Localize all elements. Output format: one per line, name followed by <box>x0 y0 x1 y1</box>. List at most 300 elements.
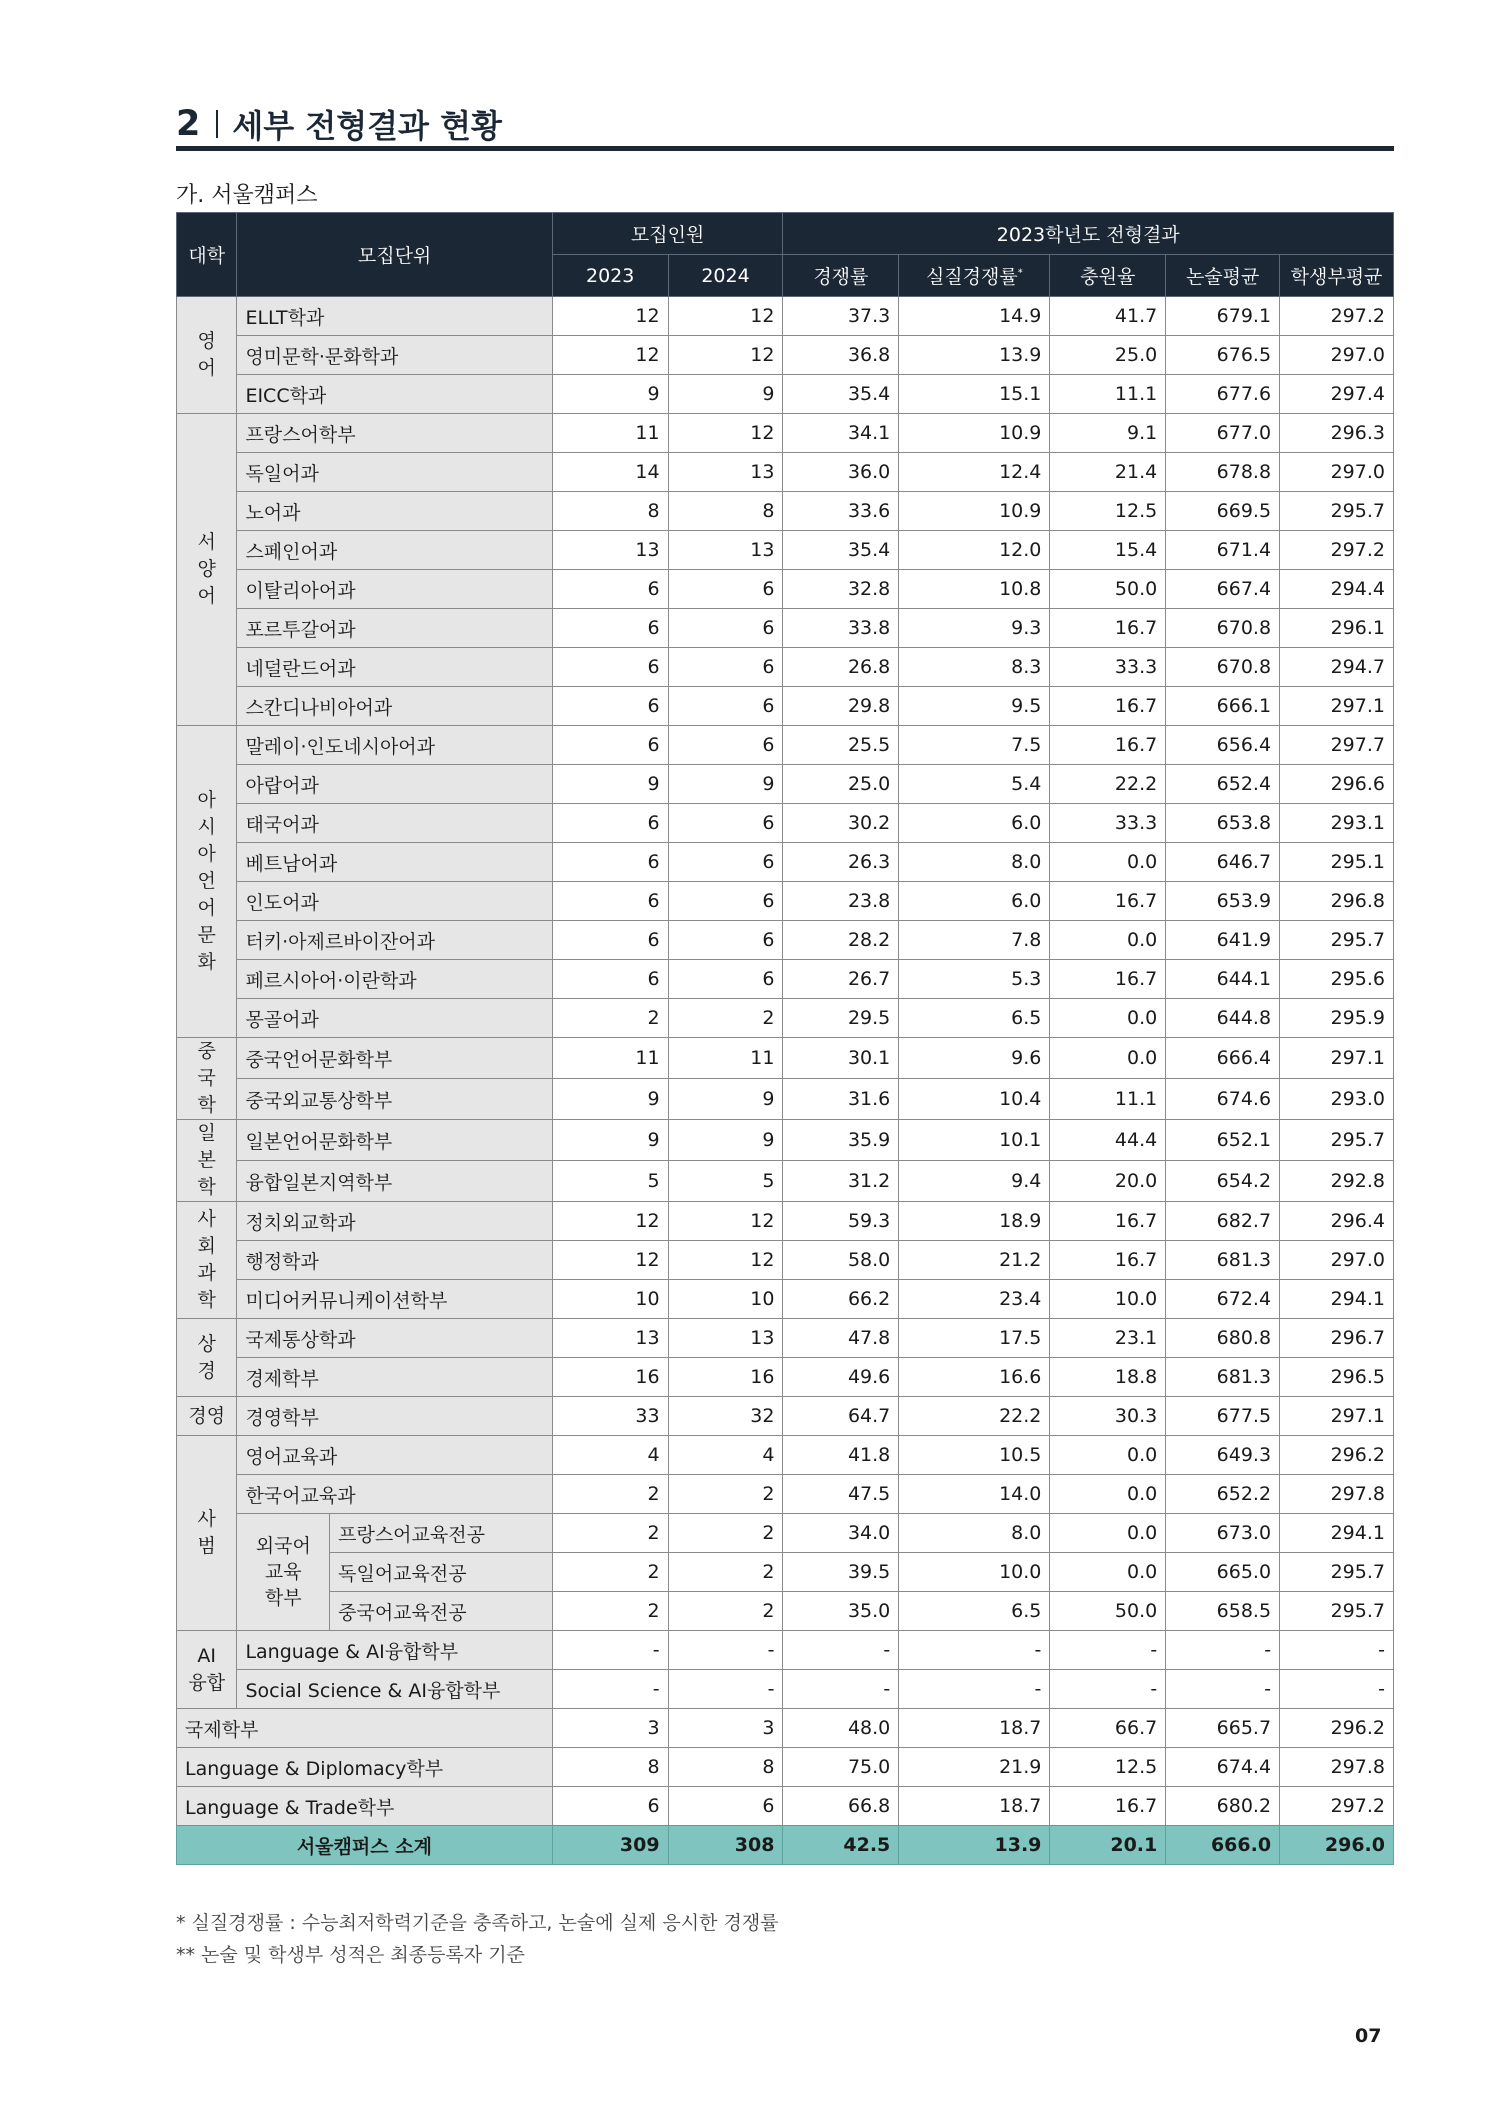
value-real: 10.4 <box>899 1079 1050 1120</box>
unit-cell: 몽골어과 <box>237 999 552 1038</box>
value-refill: - <box>1050 1631 1166 1670</box>
unit-cell: 베트남어과 <box>237 843 552 882</box>
value-q24: 2 <box>668 999 783 1038</box>
table-row <box>177 1748 1394 1787</box>
value-comp: 29.8 <box>783 687 899 726</box>
value-real: 10.9 <box>899 414 1050 453</box>
value-comp: 35.4 <box>783 531 899 570</box>
value-comp: 34.1 <box>783 414 899 453</box>
value-q23: 2 <box>552 1592 668 1631</box>
value-q24: 13 <box>668 1319 783 1358</box>
unit-cell: 페르시아어·이란학과 <box>237 960 552 999</box>
unit-cell: 노어과 <box>237 492 552 531</box>
table-row <box>177 570 1394 609</box>
header-record-avg: 학생부평균 <box>1280 255 1394 297</box>
value-comp: 33.8 <box>783 609 899 648</box>
table-row <box>177 648 1394 687</box>
total-label: 서울캠퍼스 소계 <box>177 1826 553 1865</box>
unit-cell: 중국외교통상학부 <box>237 1079 552 1120</box>
table-row <box>177 1038 1394 1079</box>
value-record: 294.1 <box>1280 1280 1394 1319</box>
value-comp: 37.3 <box>783 297 899 336</box>
value-record: 297.1 <box>1280 687 1394 726</box>
value-refill: 33.3 <box>1050 648 1166 687</box>
edu-group-cell: 외국어 교육 학부 <box>237 1514 330 1631</box>
table-row <box>177 1241 1394 1280</box>
value-essay: 677.6 <box>1166 375 1280 414</box>
value-real: 21.9 <box>899 1748 1050 1787</box>
value-refill: 11.1 <box>1050 1079 1166 1120</box>
value-comp: 26.7 <box>783 960 899 999</box>
value-real: 8.0 <box>899 843 1050 882</box>
unit-cell: 한국어교육과 <box>237 1475 552 1514</box>
value-record: 296.3 <box>1280 414 1394 453</box>
unit-cell: Language & Diplomacy학부 <box>177 1748 553 1787</box>
value-comp: 35.4 <box>783 375 899 414</box>
value-essay: 677.5 <box>1166 1397 1280 1436</box>
value-q24: 6 <box>668 843 783 882</box>
unit-cell: 경제학부 <box>237 1358 552 1397</box>
value-essay: 656.4 <box>1166 726 1280 765</box>
value-refill: 30.3 <box>1050 1397 1166 1436</box>
value-q23: 12 <box>552 336 668 375</box>
value-real: 10.5 <box>899 1436 1050 1475</box>
value-q23: 4 <box>552 1436 668 1475</box>
value-record: - <box>1280 1670 1394 1709</box>
table-row <box>177 609 1394 648</box>
value-real: 6.5 <box>899 1592 1050 1631</box>
value-q23: - <box>552 1631 668 1670</box>
total-q24: 308 <box>668 1826 783 1865</box>
value-essay: 677.0 <box>1166 414 1280 453</box>
header-real-competition: 실질경쟁률* <box>899 255 1050 297</box>
value-refill: 16.7 <box>1050 1241 1166 1280</box>
value-refill: 16.7 <box>1050 687 1166 726</box>
value-comp: 64.7 <box>783 1397 899 1436</box>
results-table <box>176 212 1394 1865</box>
value-refill: 66.7 <box>1050 1709 1166 1748</box>
value-q24: 4 <box>668 1436 783 1475</box>
table-row <box>177 1514 1394 1553</box>
value-refill: 16.7 <box>1050 882 1166 921</box>
unit-cell: 융합일본지역학부 <box>237 1161 552 1202</box>
value-comp: 33.6 <box>783 492 899 531</box>
value-real: 12.0 <box>899 531 1050 570</box>
value-essay: 666.1 <box>1166 687 1280 726</box>
value-q24: 3 <box>668 1709 783 1748</box>
value-refill: 0.0 <box>1050 1553 1166 1592</box>
table-row <box>177 375 1394 414</box>
value-essay: 681.3 <box>1166 1241 1280 1280</box>
value-essay: 649.3 <box>1166 1436 1280 1475</box>
value-q24: 6 <box>668 960 783 999</box>
table-row <box>177 999 1394 1038</box>
unit-cell: Language & Trade학부 <box>177 1787 553 1826</box>
table-body <box>177 297 1394 1865</box>
table-row <box>177 1592 1394 1631</box>
unit-cell: 프랑스어학부 <box>237 414 552 453</box>
value-q23: 6 <box>552 726 668 765</box>
table-row <box>177 1202 1394 1241</box>
value-essay: 671.4 <box>1166 531 1280 570</box>
value-refill: 12.5 <box>1050 1748 1166 1787</box>
value-q24: 6 <box>668 726 783 765</box>
value-q23: 8 <box>552 1748 668 1787</box>
value-record: 295.7 <box>1280 921 1394 960</box>
value-record: 296.1 <box>1280 609 1394 648</box>
table-row <box>177 1079 1394 1120</box>
header-college: 대학 <box>177 213 237 297</box>
value-refill: 10.0 <box>1050 1280 1166 1319</box>
value-refill: 0.0 <box>1050 1436 1166 1475</box>
unit-cell: 말레이·인도네시아어과 <box>237 726 552 765</box>
value-refill: - <box>1050 1670 1166 1709</box>
value-refill: 25.0 <box>1050 336 1166 375</box>
value-record: 294.1 <box>1280 1514 1394 1553</box>
unit-cell: 터키·아제르바이잔어과 <box>237 921 552 960</box>
value-essay: 670.8 <box>1166 648 1280 687</box>
unit-cell: 인도어과 <box>237 882 552 921</box>
value-real: 6.0 <box>899 804 1050 843</box>
value-q24: 12 <box>668 336 783 375</box>
value-comp: 23.8 <box>783 882 899 921</box>
value-refill: 9.1 <box>1050 414 1166 453</box>
value-real: 14.9 <box>899 297 1050 336</box>
value-essay: 674.4 <box>1166 1748 1280 1787</box>
table-row <box>177 492 1394 531</box>
table-row <box>177 1709 1394 1748</box>
value-essay: 670.8 <box>1166 609 1280 648</box>
table-row <box>177 1631 1394 1670</box>
table-row <box>177 1553 1394 1592</box>
value-q24: 6 <box>668 921 783 960</box>
value-q23: 8 <box>552 492 668 531</box>
value-q23: 6 <box>552 609 668 648</box>
unit-cell: 국제학부 <box>177 1709 553 1748</box>
value-record: 296.6 <box>1280 765 1394 804</box>
value-essay: 658.5 <box>1166 1592 1280 1631</box>
value-q23: 6 <box>552 921 668 960</box>
college-cell: 아 시 아 언 어 문 화 <box>177 726 237 1038</box>
value-q24: 5 <box>668 1161 783 1202</box>
value-real: 7.5 <box>899 726 1050 765</box>
value-real: 8.0 <box>899 1514 1050 1553</box>
value-q24: 8 <box>668 1748 783 1787</box>
value-q23: 6 <box>552 1787 668 1826</box>
value-comp: 26.3 <box>783 843 899 882</box>
value-record: 297.1 <box>1280 1038 1394 1079</box>
value-q24: 12 <box>668 1202 783 1241</box>
unit-cell: 독일어교육전공 <box>330 1553 553 1592</box>
value-q24: 6 <box>668 804 783 843</box>
value-q23: 12 <box>552 1202 668 1241</box>
value-record: 296.8 <box>1280 882 1394 921</box>
value-record: 297.0 <box>1280 453 1394 492</box>
value-q23: 2 <box>552 1514 668 1553</box>
value-q23: 13 <box>552 1319 668 1358</box>
value-comp: 36.0 <box>783 453 899 492</box>
value-refill: 0.0 <box>1050 843 1166 882</box>
value-comp: 35.0 <box>783 1592 899 1631</box>
value-q24: - <box>668 1670 783 1709</box>
value-comp: 30.1 <box>783 1038 899 1079</box>
value-q23: 33 <box>552 1397 668 1436</box>
value-real: 10.1 <box>899 1120 1050 1161</box>
value-record: 297.2 <box>1280 297 1394 336</box>
value-essay: - <box>1166 1670 1280 1709</box>
value-record: 297.8 <box>1280 1748 1394 1787</box>
college-cell: 영 어 <box>177 297 237 414</box>
value-real: 9.3 <box>899 609 1050 648</box>
value-record: 295.7 <box>1280 1120 1394 1161</box>
value-real: 18.9 <box>899 1202 1050 1241</box>
value-q23: 6 <box>552 687 668 726</box>
value-q23: 12 <box>552 297 668 336</box>
unit-cell: 일본언어문화학부 <box>237 1120 552 1161</box>
value-real: 6.0 <box>899 882 1050 921</box>
value-refill: 44.4 <box>1050 1120 1166 1161</box>
section-number: 2 <box>176 104 201 144</box>
value-q23: 2 <box>552 1475 668 1514</box>
value-q23: 5 <box>552 1161 668 1202</box>
footnote-1: * 실질경쟁률 : 수능최저학력기준을 충족하고, 논술에 실제 응시한 경쟁률 <box>176 1912 779 1934</box>
table-row <box>177 804 1394 843</box>
value-refill: 21.4 <box>1050 453 1166 492</box>
value-real: 18.7 <box>899 1709 1050 1748</box>
unit-cell: 태국어과 <box>237 804 552 843</box>
value-q24: 9 <box>668 375 783 414</box>
value-refill: 12.5 <box>1050 492 1166 531</box>
value-record: 297.2 <box>1280 1787 1394 1826</box>
college-cell: 경영 <box>177 1397 237 1436</box>
value-refill: 0.0 <box>1050 1475 1166 1514</box>
college-cell: 상 경 <box>177 1319 237 1397</box>
value-real: 5.4 <box>899 765 1050 804</box>
value-refill: 16.7 <box>1050 1202 1166 1241</box>
table-row <box>177 453 1394 492</box>
value-essay: 653.8 <box>1166 804 1280 843</box>
footnote-2: ** 논술 및 학생부 성적은 최종등록자 기준 <box>176 1944 525 1966</box>
value-comp: 31.6 <box>783 1079 899 1120</box>
value-real: 8.3 <box>899 648 1050 687</box>
value-comp: 75.0 <box>783 1748 899 1787</box>
value-refill: 18.8 <box>1050 1358 1166 1397</box>
table-row <box>177 1787 1394 1826</box>
value-real: 10.0 <box>899 1553 1050 1592</box>
value-essay: - <box>1166 1631 1280 1670</box>
table-row <box>177 921 1394 960</box>
value-real: 13.9 <box>899 336 1050 375</box>
unit-cell: 중국언어문화학부 <box>237 1038 552 1079</box>
value-refill: 16.7 <box>1050 726 1166 765</box>
value-comp: 47.8 <box>783 1319 899 1358</box>
table-row <box>177 336 1394 375</box>
value-record: 293.1 <box>1280 804 1394 843</box>
value-comp: 39.5 <box>783 1553 899 1592</box>
value-refill: 50.0 <box>1050 570 1166 609</box>
value-record: 295.7 <box>1280 1592 1394 1631</box>
value-real: - <box>899 1670 1050 1709</box>
total-refill: 20.1 <box>1050 1826 1166 1865</box>
table-row <box>177 1319 1394 1358</box>
value-record: 297.0 <box>1280 1241 1394 1280</box>
value-q24: 13 <box>668 453 783 492</box>
value-comp: 66.2 <box>783 1280 899 1319</box>
value-real: 7.8 <box>899 921 1050 960</box>
value-q24: 2 <box>668 1592 783 1631</box>
value-record: 295.9 <box>1280 999 1394 1038</box>
value-record: - <box>1280 1631 1394 1670</box>
unit-cell: 영어교육과 <box>237 1436 552 1475</box>
total-q23: 309 <box>552 1826 668 1865</box>
unit-cell: 정치외교학과 <box>237 1202 552 1241</box>
value-refill: 22.2 <box>1050 765 1166 804</box>
value-q23: 6 <box>552 570 668 609</box>
header-refill: 충원율 <box>1050 255 1166 297</box>
table-row <box>177 882 1394 921</box>
footnote-mark: * <box>1017 267 1023 279</box>
subsection-title: 가. 서울캠퍼스 <box>176 183 318 208</box>
value-record: 297.7 <box>1280 726 1394 765</box>
value-refill: 16.7 <box>1050 1787 1166 1826</box>
value-essay: 665.7 <box>1166 1709 1280 1748</box>
table-row <box>177 531 1394 570</box>
value-refill: 11.1 <box>1050 375 1166 414</box>
value-comp: 31.2 <box>783 1161 899 1202</box>
unit-cell: 경영학부 <box>237 1397 552 1436</box>
unit-cell: 네덜란드어과 <box>237 648 552 687</box>
value-real: 9.5 <box>899 687 1050 726</box>
college-cell: 중 국 학 <box>177 1038 237 1120</box>
value-q24: 11 <box>668 1038 783 1079</box>
value-q23: 16 <box>552 1358 668 1397</box>
table-row <box>177 1120 1394 1161</box>
section-title: 세부 전형결과 현황 <box>232 107 502 145</box>
table-row <box>177 687 1394 726</box>
value-record: 297.1 <box>1280 1397 1394 1436</box>
header-quota: 모집인원 <box>552 213 783 255</box>
value-comp: 30.2 <box>783 804 899 843</box>
value-essay: 654.2 <box>1166 1161 1280 1202</box>
table-row <box>177 1358 1394 1397</box>
table-row <box>177 414 1394 453</box>
table-row <box>177 843 1394 882</box>
header-quota-2024: 2024 <box>668 255 783 297</box>
heading-rule <box>176 146 1394 151</box>
value-record: 296.2 <box>1280 1436 1394 1475</box>
unit-cell: 스칸디나비아어과 <box>237 687 552 726</box>
value-q24: - <box>668 1631 783 1670</box>
value-comp: 36.8 <box>783 336 899 375</box>
value-comp: 49.6 <box>783 1358 899 1397</box>
value-q24: 6 <box>668 648 783 687</box>
unit-cell: 이탈리아어과 <box>237 570 552 609</box>
unit-cell: 프랑스어교육전공 <box>330 1514 553 1553</box>
value-essay: 682.7 <box>1166 1202 1280 1241</box>
value-q23: 2 <box>552 999 668 1038</box>
header-results: 2023학년도 전형결과 <box>783 213 1394 255</box>
value-essay: 679.1 <box>1166 297 1280 336</box>
value-comp: 29.5 <box>783 999 899 1038</box>
value-q24: 16 <box>668 1358 783 1397</box>
value-refill: 15.4 <box>1050 531 1166 570</box>
value-refill: 0.0 <box>1050 1514 1166 1553</box>
table-row <box>177 1475 1394 1514</box>
value-essay: 646.7 <box>1166 843 1280 882</box>
value-q23: 9 <box>552 765 668 804</box>
value-refill: 0.0 <box>1050 921 1166 960</box>
value-q24: 2 <box>668 1514 783 1553</box>
unit-cell: 아랍어과 <box>237 765 552 804</box>
value-comp: 32.8 <box>783 570 899 609</box>
value-q23: 6 <box>552 804 668 843</box>
value-real: 9.4 <box>899 1161 1050 1202</box>
unit-cell: 독일어과 <box>237 453 552 492</box>
value-record: 295.6 <box>1280 960 1394 999</box>
value-comp: 28.2 <box>783 921 899 960</box>
unit-cell: 국제통상학과 <box>237 1319 552 1358</box>
value-essay: 680.2 <box>1166 1787 1280 1826</box>
value-record: 296.7 <box>1280 1319 1394 1358</box>
value-q23: 11 <box>552 414 668 453</box>
value-essay: 641.9 <box>1166 921 1280 960</box>
table-row <box>177 1397 1394 1436</box>
value-record: 296.5 <box>1280 1358 1394 1397</box>
value-essay: 644.8 <box>1166 999 1280 1038</box>
value-record: 296.2 <box>1280 1709 1394 1748</box>
table-row <box>177 297 1394 336</box>
value-q23: 9 <box>552 375 668 414</box>
value-essay: 667.4 <box>1166 570 1280 609</box>
unit-cell: ELLT학과 <box>237 297 552 336</box>
value-q23: 6 <box>552 648 668 687</box>
value-essay: 673.0 <box>1166 1514 1280 1553</box>
value-essay: 653.9 <box>1166 882 1280 921</box>
value-record: 293.0 <box>1280 1079 1394 1120</box>
value-q23: 2 <box>552 1553 668 1592</box>
value-comp: 66.8 <box>783 1787 899 1826</box>
total-comp: 42.5 <box>783 1826 899 1865</box>
value-comp: 59.3 <box>783 1202 899 1241</box>
table-row <box>177 1161 1394 1202</box>
total-record: 296.0 <box>1280 1826 1394 1865</box>
value-record: 294.7 <box>1280 648 1394 687</box>
unit-cell: 행정학과 <box>237 1241 552 1280</box>
unit-cell: Social Science & AI융합학부 <box>237 1670 552 1709</box>
value-refill: 33.3 <box>1050 804 1166 843</box>
value-comp: 41.8 <box>783 1436 899 1475</box>
value-real: - <box>899 1631 1050 1670</box>
value-record: 295.1 <box>1280 843 1394 882</box>
unit-cell: EICC학과 <box>237 375 552 414</box>
value-essay: 681.3 <box>1166 1358 1280 1397</box>
section-divider <box>216 110 218 138</box>
value-q23: 9 <box>552 1120 668 1161</box>
value-comp: 47.5 <box>783 1475 899 1514</box>
value-refill: 23.1 <box>1050 1319 1166 1358</box>
value-real: 14.0 <box>899 1475 1050 1514</box>
value-comp: 34.0 <box>783 1514 899 1553</box>
college-cell: 일 본 학 <box>177 1120 237 1202</box>
value-q24: 10 <box>668 1280 783 1319</box>
table-row <box>177 1280 1394 1319</box>
value-real: 23.4 <box>899 1280 1050 1319</box>
value-q24: 8 <box>668 492 783 531</box>
header-unit: 모집단위 <box>237 213 552 297</box>
table-row <box>177 726 1394 765</box>
value-q23: 6 <box>552 882 668 921</box>
value-essay: 644.1 <box>1166 960 1280 999</box>
